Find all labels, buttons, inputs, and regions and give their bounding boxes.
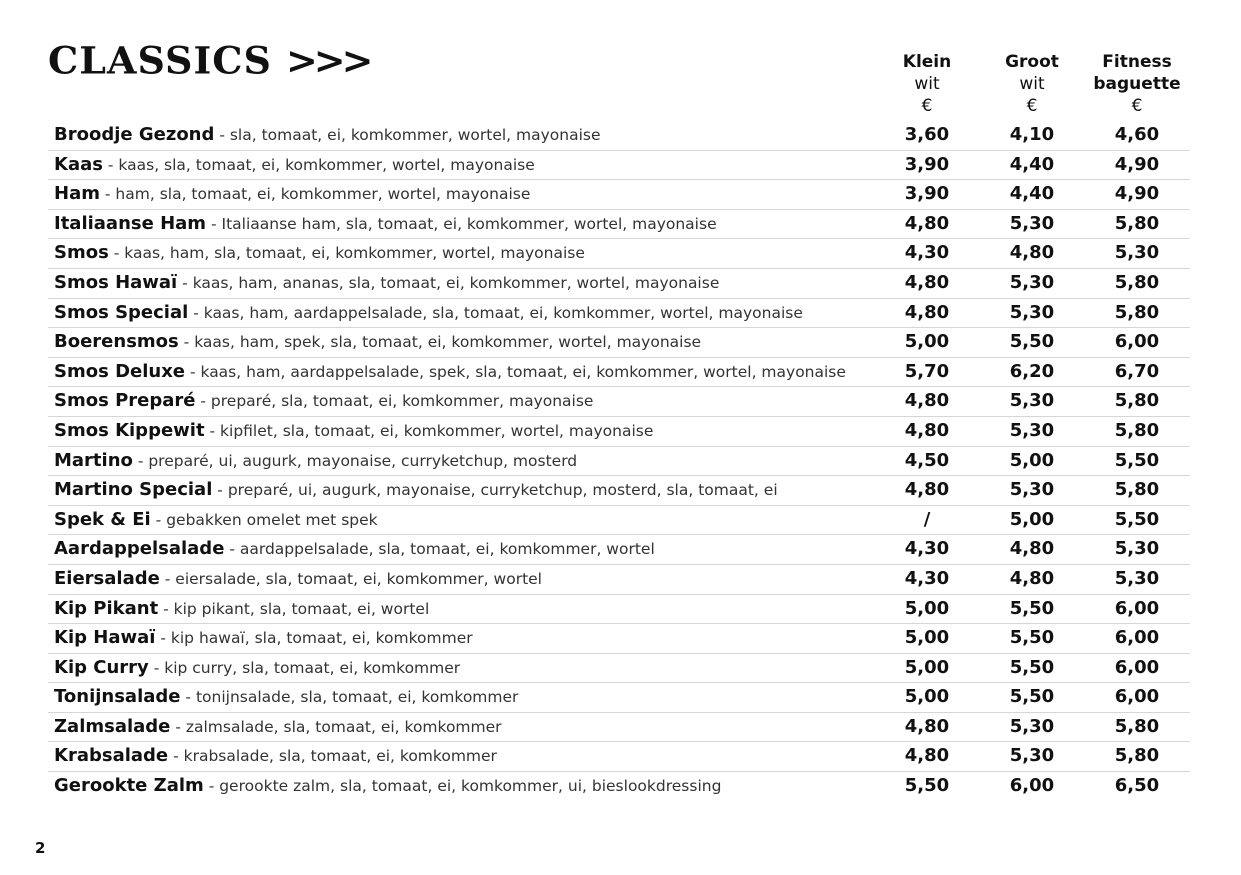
- price-klein-wit: 5,00: [904, 331, 950, 353]
- menu-item-description: kaas, ham, spek, sla, tomaat, ei, komkommer, wortel, mayonaise: [194, 333, 702, 352]
- section-title: [48, 38, 370, 82]
- menu-item: [54, 154, 535, 175]
- menu-item: [54, 242, 585, 263]
- price-fitness-baguette: 5,50: [1114, 449, 1160, 471]
- menu-item-separator: -: [132, 451, 149, 470]
- menu-item-name: Italiaanse Ham: [54, 212, 207, 234]
- price-fitness-baguette: 5,30: [1114, 242, 1160, 264]
- menu-item-separator: -: [185, 362, 201, 381]
- menu-item-description: preparé, sla, tomaat, ei, komkommer, mayonaise: [210, 392, 594, 411]
- menu-item-description: aardappelsalade, sla, tomaat, ei, komkommer, wortel: [239, 540, 655, 559]
- menu-row: [48, 535, 1190, 565]
- menu-item: [54, 745, 497, 766]
- menu-item-separator: -: [158, 599, 174, 618]
- menu-item-separator: -: [212, 481, 228, 500]
- price-klein-wit: 4,80: [904, 390, 950, 412]
- column-header-currency: €: [1026, 96, 1038, 116]
- menu-item: [54, 420, 653, 441]
- menu-row: [48, 683, 1190, 713]
- section-arrows: >>>: [285, 38, 370, 83]
- menu-item-separator: -: [224, 540, 240, 559]
- price-klein-wit: 5,00: [904, 627, 950, 649]
- menu-item-description: sla, tomaat, ei, komkommer, wortel, mayonaise: [229, 126, 601, 144]
- price-klein-wit: 3,90: [904, 183, 950, 205]
- menu-item-name: Aardappelsalade: [54, 538, 225, 560]
- menu-item-separator: -: [159, 569, 176, 588]
- price-groot-wit: 5,50: [1009, 627, 1055, 649]
- menu-item-description: gerookte zalm, sla, tomaat, ei, komkommer, ui, bieslookdressing: [219, 777, 722, 796]
- menu-item-separator: -: [148, 658, 165, 677]
- price-groot-wit: 5,30: [1009, 390, 1055, 412]
- menu-item-name: Eiersalade: [54, 567, 160, 589]
- menu-item-name: Martino Special: [54, 479, 213, 501]
- price-klein-wit: 4,30: [904, 242, 950, 264]
- menu-item: [54, 213, 717, 234]
- menu-item-separator: -: [108, 244, 125, 263]
- price-groot-wit: 6,20: [1009, 360, 1055, 382]
- menu-item-description: kaas, ham, sla, tomaat, ei, komkommer, wortel, mayonaise: [124, 244, 585, 263]
- column-header-line: baguette: [1093, 74, 1181, 94]
- menu-item-description: ham, sla, tomaat, ei, komkommer, wortel, mayonaise: [115, 185, 531, 204]
- price-fitness-baguette: 5,80: [1114, 301, 1160, 323]
- menu-item: [54, 390, 593, 411]
- menu-row: [48, 387, 1190, 417]
- menu-item-name: Broodje Gezond: [54, 124, 215, 145]
- price-fitness-baguette: 5,50: [1114, 508, 1160, 530]
- price-groot-wit: 5,30: [1009, 479, 1055, 501]
- menu-item-description: kip hawaï, sla, tomaat, ei, komkommer: [170, 629, 473, 648]
- price-klein-wit: 4,80: [904, 212, 950, 234]
- menu-item: [54, 538, 655, 559]
- menu-row: [48, 595, 1190, 625]
- menu-item: [54, 686, 518, 707]
- price-groot-wit: 5,50: [1009, 597, 1055, 619]
- menu-item-name: Krabsalade: [54, 745, 169, 767]
- menu-item-name: Smos Preparé: [54, 390, 196, 412]
- menu-item-separator: -: [214, 126, 230, 144]
- menu-item: [54, 479, 778, 500]
- menu-item-separator: -: [188, 303, 204, 322]
- menu-list: [48, 121, 1190, 802]
- menu-row: [48, 654, 1190, 684]
- menu-item-separator: -: [155, 629, 171, 648]
- section-title-text: CLASSICS: [48, 38, 272, 83]
- column-header-line: Klein: [902, 52, 952, 72]
- price-fitness-baguette: 4,90: [1114, 183, 1160, 205]
- menu-item-name: Smos Deluxe: [54, 360, 186, 382]
- price-klein-wit: /: [923, 508, 931, 530]
- menu-item-name: Smos Special: [54, 301, 189, 323]
- menu-item-name: Smos: [54, 242, 109, 264]
- menu-item-separator: -: [178, 333, 195, 352]
- price-groot-wit: 4,10: [1009, 124, 1055, 145]
- menu-row: [48, 742, 1190, 772]
- menu-item-description: preparé, ui, augurk, mayonaise, curryketchup, mosterd: [148, 451, 578, 470]
- price-klein-wit: 4,50: [904, 449, 950, 471]
- price-klein-wit: 3,60: [904, 124, 950, 145]
- price-klein-wit: 4,80: [904, 745, 950, 767]
- menu-row: [48, 447, 1190, 477]
- price-groot-wit: 4,80: [1009, 567, 1055, 589]
- price-klein-wit: 4,80: [904, 271, 950, 293]
- price-klein-wit: 4,80: [904, 301, 950, 323]
- price-klein-wit: 3,90: [904, 153, 950, 175]
- menu-row: [48, 624, 1190, 654]
- column-header-currency: €: [1131, 96, 1143, 116]
- price-klein-wit: 5,00: [904, 597, 950, 619]
- menu-item-separator: -: [102, 155, 119, 174]
- price-fitness-baguette: 5,80: [1114, 715, 1160, 737]
- price-fitness-baguette: 4,90: [1114, 153, 1160, 175]
- price-fitness-baguette: 6,00: [1114, 656, 1160, 678]
- price-groot-wit: 5,30: [1009, 745, 1055, 767]
- menu-item: [54, 657, 460, 678]
- price-klein-wit: 5,00: [904, 686, 950, 708]
- price-klein-wit: 5,50: [904, 775, 950, 797]
- menu-row: [48, 417, 1190, 447]
- menu-item-description: eiersalade, sla, tomaat, ei, komkommer, wortel: [175, 569, 542, 588]
- menu-item: [54, 361, 846, 382]
- price-groot-wit: 4,80: [1009, 538, 1055, 560]
- menu-item-description: kip pikant, sla, tomaat, ei, wortel: [173, 599, 430, 618]
- price-fitness-baguette: 6,00: [1114, 686, 1160, 708]
- price-groot-wit: 5,00: [1009, 449, 1055, 471]
- menu-item-name: Smos Hawaï: [54, 271, 178, 293]
- menu-item-name: Kip Pikant: [54, 597, 159, 619]
- price-groot-wit: 5,30: [1009, 271, 1055, 293]
- column-header-currency: €: [921, 96, 933, 116]
- menu-item-description: krabsalade, sla, tomaat, ei, komkommer: [183, 747, 497, 766]
- menu-row: [48, 328, 1190, 358]
- menu-row: [48, 772, 1190, 802]
- price-fitness-baguette: 5,30: [1114, 538, 1160, 560]
- menu-item: [54, 124, 601, 145]
- price-fitness-baguette: 6,00: [1114, 331, 1160, 353]
- menu-item-description: zalmsalade, sla, tomaat, ei, komkommer: [185, 717, 502, 736]
- menu-item-name: Tonijnsalade: [54, 686, 181, 708]
- menu-item-name: Zalmsalade: [54, 715, 171, 737]
- price-groot-wit: 5,00: [1009, 508, 1055, 530]
- menu-item-name: Ham: [54, 183, 100, 205]
- menu-item: [54, 716, 502, 737]
- price-klein-wit: 4,30: [904, 538, 950, 560]
- menu-item-description: kaas, ham, ananas, sla, tomaat, ei, komkommer, wortel, mayonaise: [192, 273, 720, 292]
- menu-row: [48, 269, 1190, 299]
- menu-item: [54, 272, 719, 293]
- menu-item: [54, 775, 721, 796]
- price-groot-wit: 5,30: [1009, 301, 1055, 323]
- menu-item: [54, 183, 530, 204]
- menu-item: [54, 331, 701, 352]
- price-groot-wit: 5,50: [1009, 656, 1055, 678]
- price-klein-wit: 4,80: [904, 479, 950, 501]
- price-fitness-baguette: 6,70: [1114, 360, 1160, 382]
- menu-row: [48, 358, 1190, 388]
- price-fitness-baguette: 5,80: [1114, 745, 1160, 767]
- price-fitness-baguette: 4,60: [1114, 124, 1160, 145]
- menu-item-description: kaas, ham, aardappelsalade, sla, tomaat, ei, komkommer, wortel, mayonaise: [203, 303, 803, 322]
- price-fitness-baguette: 5,80: [1114, 419, 1160, 441]
- menu-item-separator: -: [168, 747, 184, 766]
- price-groot-wit: 5,50: [1009, 331, 1055, 353]
- menu-row: [48, 239, 1190, 269]
- price-fitness-baguette: 5,80: [1114, 390, 1160, 412]
- menu-row: [48, 210, 1190, 240]
- menu-item: [54, 568, 542, 589]
- column-header-groot-wit: [972, 51, 1092, 117]
- menu-item-name: Gerookte Zalm: [54, 775, 204, 797]
- price-klein-wit: 4,30: [904, 567, 950, 589]
- page-number: 2: [35, 839, 46, 857]
- menu-item-description: Italiaanse ham, sla, tomaat, ei, komkommer, wortel, mayonaise: [221, 214, 717, 233]
- menu-row: [48, 151, 1190, 181]
- menu-item-name: Spek & Ei: [54, 508, 151, 530]
- menu-row: [48, 476, 1190, 506]
- menu-row: [48, 299, 1190, 329]
- menu-item-separator: -: [206, 214, 222, 233]
- price-klein-wit: 4,80: [904, 419, 950, 441]
- menu-item-separator: -: [180, 688, 196, 707]
- menu-row: [48, 506, 1190, 536]
- menu-item-name: Kaas: [54, 153, 103, 175]
- menu-item-separator: -: [170, 717, 186, 736]
- menu-row: [48, 713, 1190, 743]
- menu-item-name: Kip Hawaï: [54, 627, 156, 649]
- menu-item: [54, 598, 429, 619]
- menu-item-description: kipfilet, sla, tomaat, ei, komkommer, wortel, mayonaise: [220, 421, 654, 440]
- price-groot-wit: 5,30: [1009, 419, 1055, 441]
- menu-item: [54, 302, 803, 323]
- column-header-line: wit: [914, 74, 940, 94]
- menu-item-name: Kip Curry: [54, 656, 149, 678]
- price-groot-wit: 5,30: [1009, 212, 1055, 234]
- column-header-klein-wit: [867, 51, 987, 117]
- column-header-line: Groot: [1005, 52, 1059, 72]
- column-header-fitness-baguette: [1077, 51, 1197, 117]
- price-fitness-baguette: 6,50: [1114, 775, 1160, 797]
- price-groot-wit: 5,50: [1009, 686, 1055, 708]
- price-fitness-baguette: 6,00: [1114, 627, 1160, 649]
- menu-item-description: preparé, ui, augurk, mayonaise, curryketchup, mosterd, sla, tomaat, ei: [227, 481, 778, 500]
- price-klein-wit: 5,70: [904, 360, 950, 382]
- menu-item: [54, 509, 378, 530]
- menu-item: [54, 627, 473, 648]
- menu-item-description: kaas, ham, aardappelsalade, spek, sla, tomaat, ei, komkommer, wortel, mayonaise: [200, 362, 846, 381]
- price-groot-wit: 4,40: [1009, 183, 1055, 205]
- price-fitness-baguette: 5,80: [1114, 479, 1160, 501]
- price-groot-wit: 6,00: [1009, 775, 1055, 797]
- menu-row: [48, 121, 1190, 151]
- menu-item-separator: -: [177, 273, 193, 292]
- menu-item-separator: -: [150, 510, 167, 529]
- menu-item-description: gebakken omelet met spek: [166, 510, 378, 529]
- menu-row: [48, 180, 1190, 210]
- menu-item-description: kip curry, sla, tomaat, ei, komkommer: [164, 658, 461, 677]
- menu-item-separator: -: [195, 392, 211, 411]
- menu-item: [54, 450, 577, 471]
- price-groot-wit: 4,80: [1009, 242, 1055, 264]
- price-fitness-baguette: 6,00: [1114, 597, 1160, 619]
- menu-item-description: tonijnsalade, sla, tomaat, ei, komkommer: [195, 688, 519, 707]
- menu-item-name: Boerensmos: [54, 331, 179, 353]
- menu-item-separator: -: [99, 185, 116, 204]
- menu-item-description: kaas, sla, tomaat, ei, komkommer, wortel, mayonaise: [118, 155, 535, 174]
- price-klein-wit: 5,00: [904, 656, 950, 678]
- menu-row: [48, 565, 1190, 595]
- price-groot-wit: 4,40: [1009, 153, 1055, 175]
- menu-item-name: Martino: [54, 449, 133, 471]
- price-fitness-baguette: 5,80: [1114, 212, 1160, 234]
- column-header-line: Fitness: [1102, 52, 1172, 72]
- menu-item-separator: -: [203, 777, 220, 796]
- menu-item-name: Smos Kippewit: [54, 419, 205, 441]
- price-fitness-baguette: 5,80: [1114, 271, 1160, 293]
- price-groot-wit: 5,30: [1009, 715, 1055, 737]
- menu-item-separator: -: [204, 421, 221, 440]
- column-header-line: wit: [1019, 74, 1045, 94]
- price-klein-wit: 4,80: [904, 715, 950, 737]
- price-fitness-baguette: 5,30: [1114, 567, 1160, 589]
